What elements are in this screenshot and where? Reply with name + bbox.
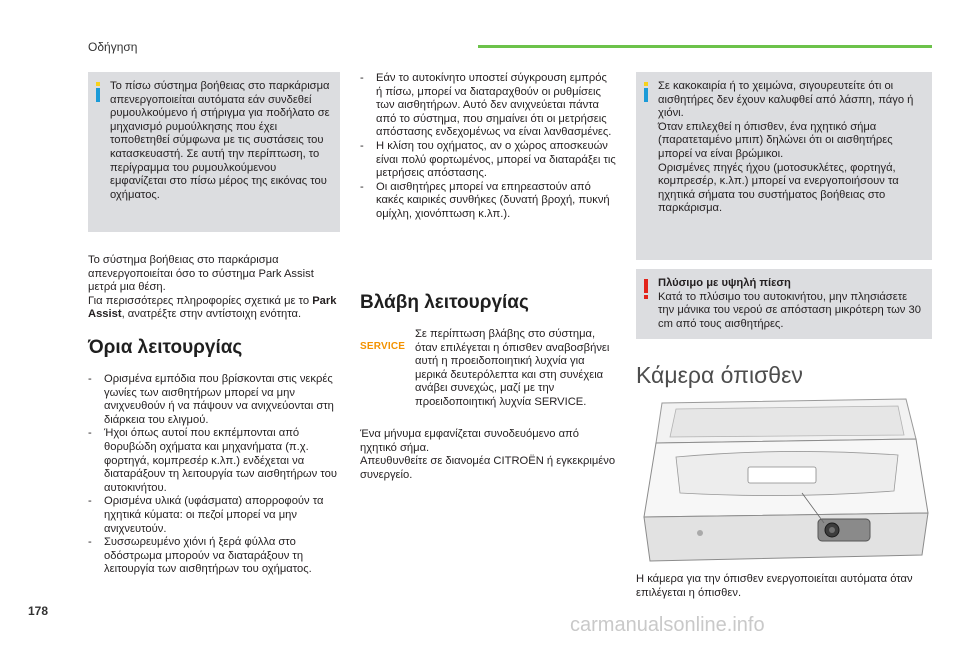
towing-info-text: Το πίσω σύστημα βοήθειας στο παρκάρισμα απενεργοποιείται αυτόματα εάν συνδεθεί ρυμουλκούμενο ή στήριγμα για ποδήλατο σε μηχανισμό ρυμούλκησης που έχει τοποθετηθεί σύμφωνα με τις συστάσεις του κατασκευαστή. Σε αυτή την περίπτωση, το περίγραμμα του ρυμουλκούμενου εμφανίζεται στο πίσω μέρος της εικόνας του οχήματος. xyxy=(110,80,330,201)
info-icon xyxy=(642,82,650,102)
info-icon xyxy=(94,82,102,102)
warning-body: Κατά το πλύσιμο του αυτοκινήτου, μην πλησιάσετε την μάνικα του νερού σε απόσταση μικρότερη των 30 cm από τους αισθητήρες. xyxy=(658,290,921,330)
park-assist-text: Το σύστημα βοήθειας στο παρκάρισμα απενεργοποιείται όσο το σύστημα Park Assist μετρά μια θέση. xyxy=(88,254,314,294)
service-warning-icon: SERVICE xyxy=(360,341,406,352)
list-item: - Η κλίση του οχήματος, αν ο χώρος αποσκευών είναι πολύ φορτωμένος, μπορεί να διαταράξει τις μετρήσεις απόστασης. xyxy=(360,140,616,181)
fault-message-paragraph xyxy=(360,428,618,482)
camera-heading: Κάμερα όπισθεν xyxy=(636,362,803,388)
park-assist-link[interactable]: Park Assist xyxy=(88,294,337,321)
list-item: - Ορισμένα εμπόδια που βρίσκονται στις νεκρές γωνίες των αισθητήρων μπορεί να μην ανιχνευθούν ή να πάψουν να ανιχνεύονται στη διάρκεια του ελιγμού. xyxy=(88,373,342,427)
list-item: - Ορισμένα υλικά (υφάσματα) απορροφούν τα ηχητικά κύματα: οι πεζοί μπορεί να μην ανιχνευτούν. xyxy=(88,495,342,536)
park-assist-reference: Για περισσότερες πληροφορίες σχετικά με το Park Assist, ανατρέξτε στην αντίστοιχη ενότητα. xyxy=(88,294,337,321)
list-item: - Ήχοι όπως αυτοί που εκπέμπονται από θορυβώδη οχήματα και μηχανήματα (π.χ. φορτηγά, κομπρεσέρ κ.λπ.) ενδέχεται να διαταράξουν τη λειτουργία των αισθητήρων του αυτοκινήτου. xyxy=(88,427,342,495)
rear-camera-illustration xyxy=(636,395,932,565)
park-assist-paragraph xyxy=(88,254,342,322)
towing-info-note xyxy=(88,72,340,232)
page-number: 178 xyxy=(28,604,49,618)
pressure-wash-warning xyxy=(636,269,932,339)
limits-heading: Όρια λειτουργίας xyxy=(88,337,243,358)
fault-text: Σε περίπτωση βλάβης στο σύστημα, όταν επιλέγεται η όπισθεν αναβοσβήνει αυτή η προειδοποιητική λυχνία για μερικά δευτερόλεπτα και στη συνέχεια ανάβει συνεχώς, μαζί με την προειδοποιητική λυχνία SERVICE. xyxy=(415,328,610,408)
warning-icon xyxy=(642,279,650,299)
section-title: Οδήγηση xyxy=(88,40,138,54)
warning-title: Πλύσιμο με υψηλή πίεση xyxy=(658,277,791,289)
sensor-limits-list xyxy=(360,72,616,222)
weather-note-text: Σε κακοκαιρία ή το χειμώνα, σιγουρευτείτε ότι οι αισθητήρες δεν έχουν καλυφθεί από λάσπη, πάγο ή χιόνι. Όταν επιλεχθεί η όπισθεν, ένα ηχητικό σήμα (παρατεταμένο μπιπ) δηλώνει ότι οι αισθητήρες μπορεί να είναι βρώμικοι. Ορισμένες πηγές ήχου (μοτοσυκλέτες, φορτηγά, κομπρεσέρ, κ.λπ.) μπορεί να ενεργοποιήσουν τα ηχητικά σήματα του συστήματος βοήθειας στο παρκάρισμα. xyxy=(658,80,914,215)
list-item: - Οι αισθητήρες μπορεί να επηρεαστούν από κακές καιρικές συνθήκες (δυνατή βροχή, πυκνή ομίχλη, χιονόπτωση κ.λπ.). xyxy=(360,181,616,222)
pressure-wash-text xyxy=(658,277,926,331)
limits-list xyxy=(88,373,342,577)
weather-info-note xyxy=(636,72,932,260)
fault-heading: Βλάβη λειτουργίας xyxy=(360,292,529,313)
watermark: carmanualsonline.info xyxy=(570,614,765,636)
list-item: - Συσσωρευμένο χιόνι ή ξερά φύλλα στο οδόστρωμα μπορούν να διαταράξουν τη λειτουργία των αισθητήρων του οχήματος. xyxy=(88,536,342,577)
fault-message-text: Ένα μήνυμα εμφανίζεται συνοδευόμενο από ηχητικό σήμα. xyxy=(360,428,579,454)
camera-caption: Η κάμερα για την όπισθεν ενεργοποιείται αυτόματα όταν επιλέγεται η όπισθεν. xyxy=(636,573,913,599)
section-accent-bar xyxy=(478,45,932,48)
dealer-advice-text: Απευθυνθείτε σε διανομέα CITROËN ή εγκεκριμένο συνεργείο. xyxy=(360,455,616,481)
list-item: - Εάν το αυτοκίνητο υποστεί σύγκρουση εμπρός ή πίσω, μπορεί να διαταραχθούν οι ρυθμίσεις των αισθητήρων. Αυτό δεν ανιχνεύεται πάντα από το σύστημα, που σημαίνει ότι οι μετρήσεις απόστασης ενδεχομένως να είναι λανθασμένες. xyxy=(360,72,616,140)
